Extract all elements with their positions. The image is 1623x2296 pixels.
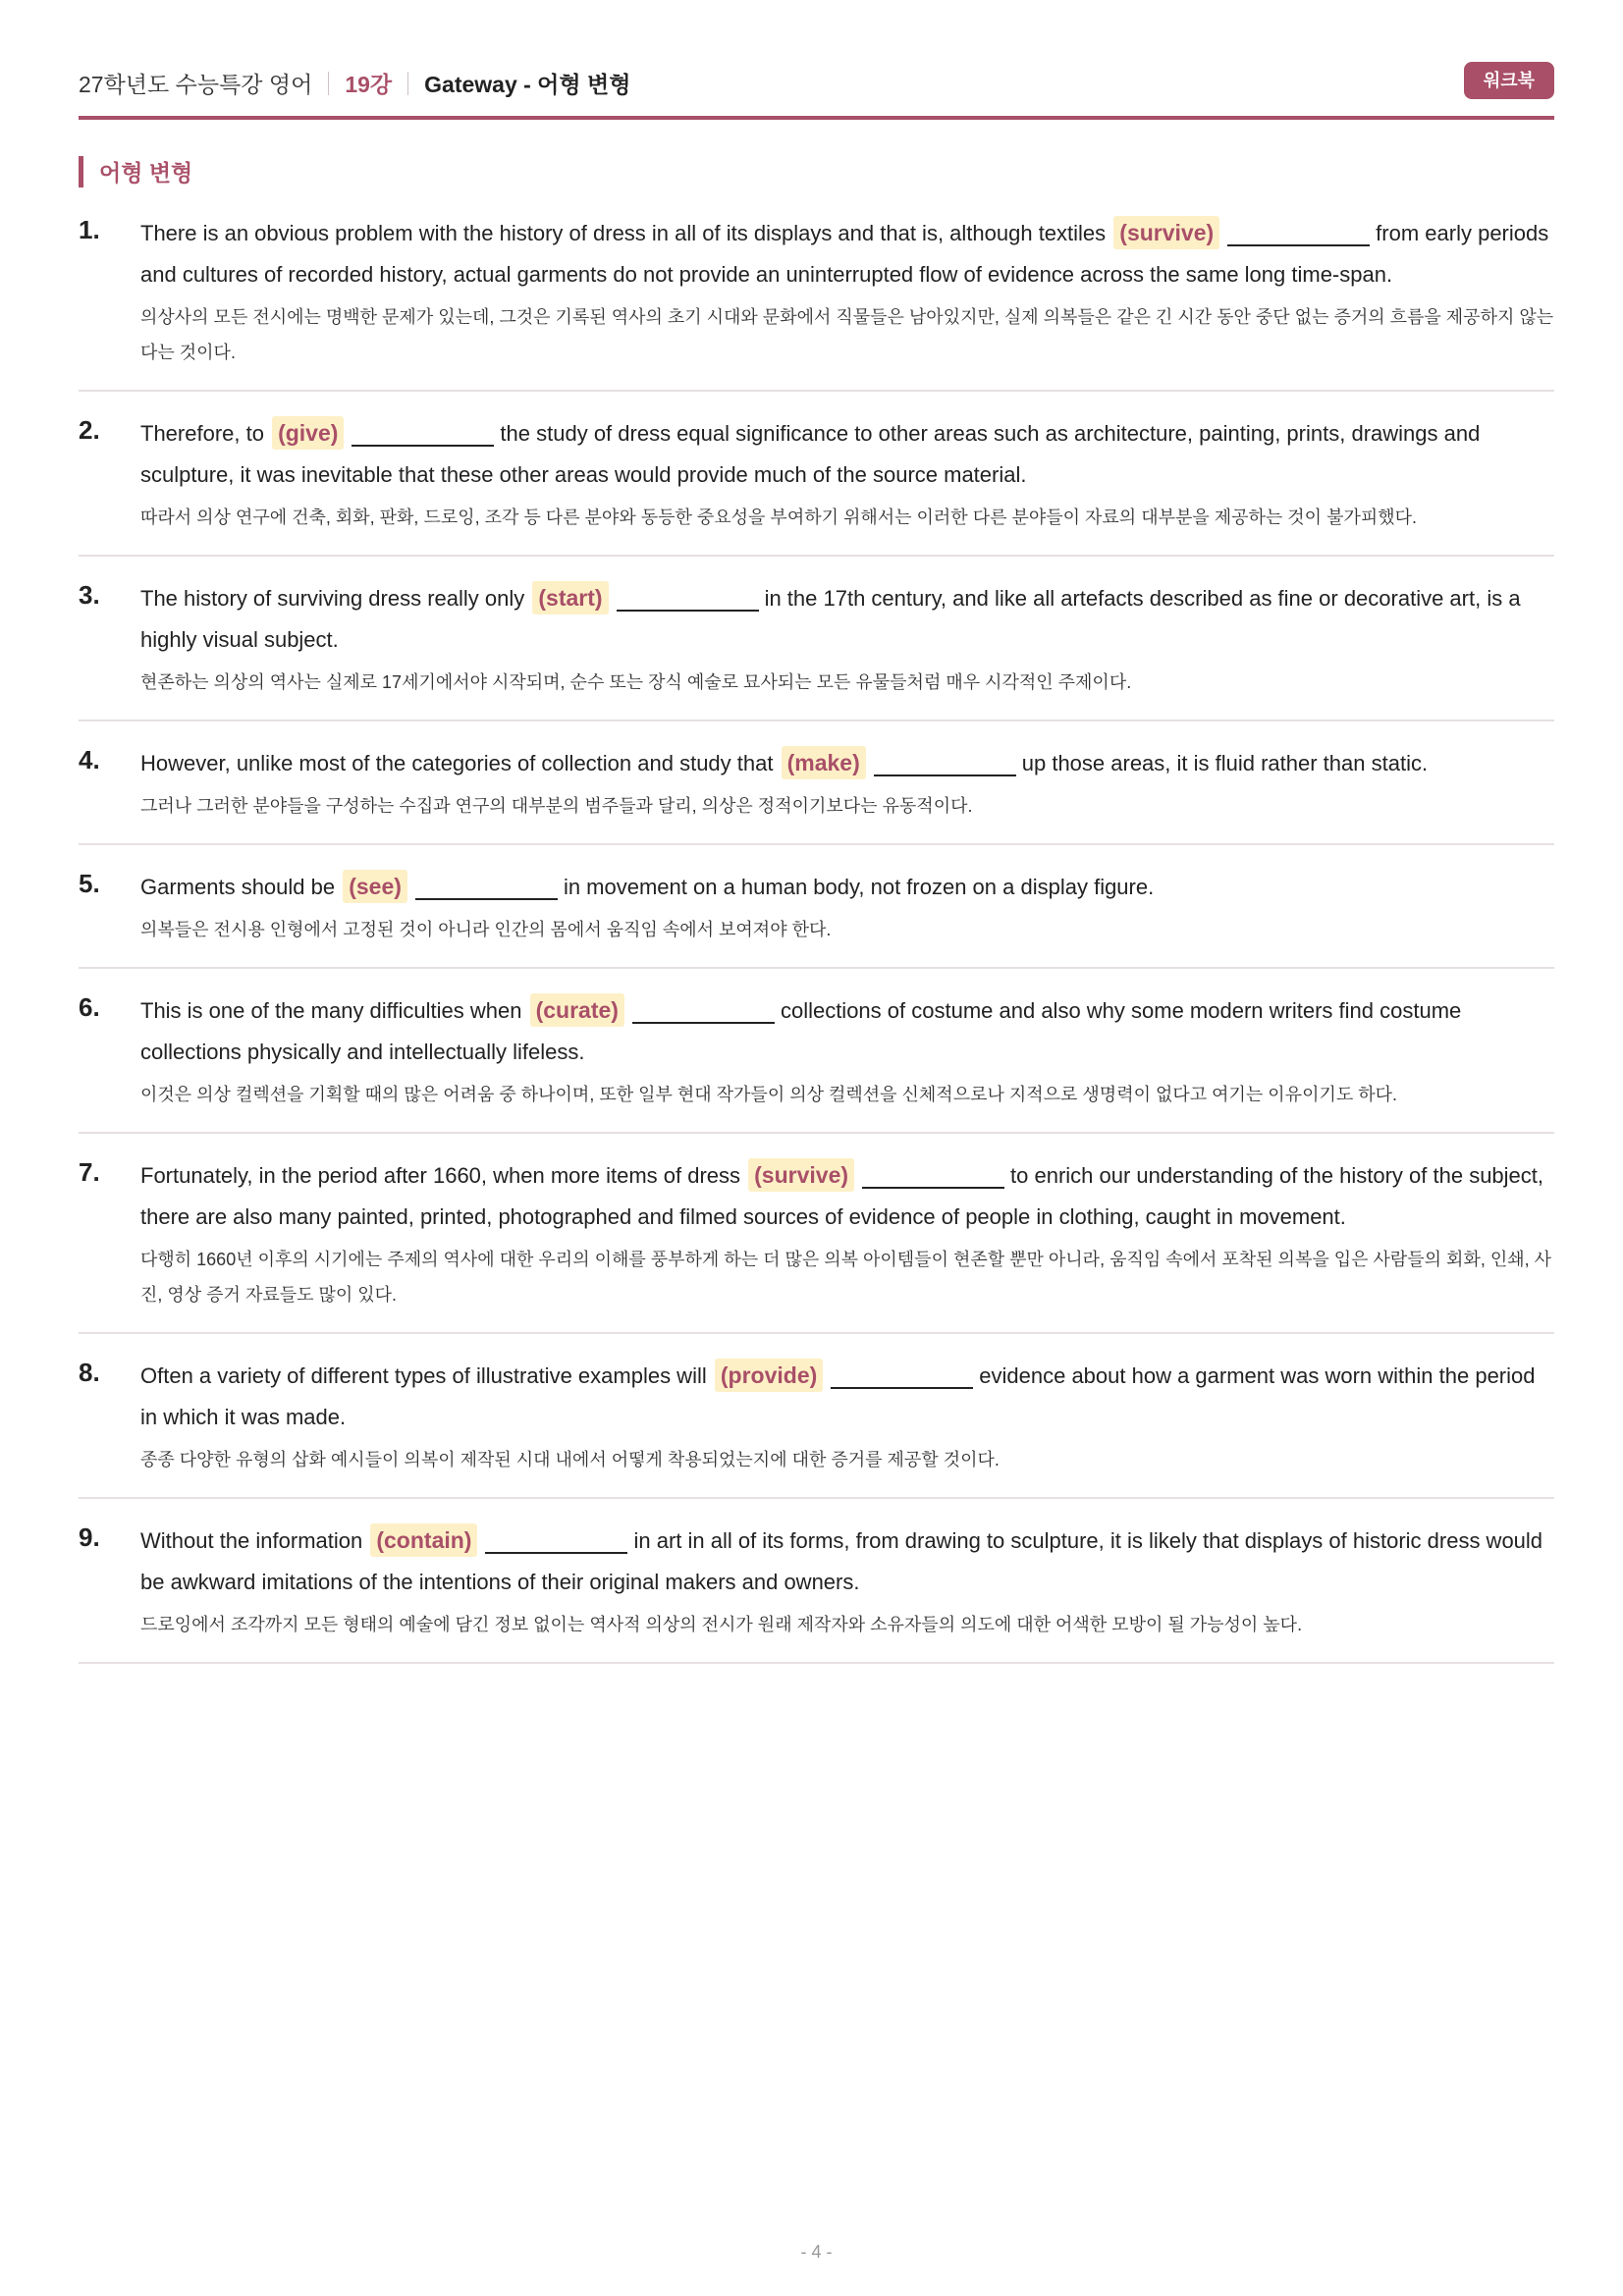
korean-translation: 다행히 1660년 이후의 시기에는 주제의 역사에 대한 우리의 이해를 풍부하게 하는 더 많은 의복 아이템들이 현존할 뿐만 아니라, 움직임 속에서 포착된 의복을 입은 사람들의 회화, 인쇄, 사진, 영상 증거 자료들도 많이 있다. [140, 1250, 1551, 1305]
section-title: 어형 변형 [99, 160, 193, 186]
verb-hint: (survive) [748, 1158, 854, 1192]
page-header [79, 61, 1554, 110]
verb-hint: (curate) [530, 993, 624, 1027]
answer-blank[interactable] [874, 747, 1016, 776]
workbook-badge: 워크북 [1464, 62, 1554, 99]
verb-hint: (provide) [715, 1359, 823, 1392]
verb-hint: (make) [782, 746, 866, 779]
question-list [79, 201, 1554, 1674]
sentence-after: to enrich our understanding of the history of the subject, there are also many painted, printed, photographed and filmed sources of evidence of people in clothing, caught in movement. [140, 1163, 1544, 1229]
question-number: 5. [79, 869, 100, 898]
sentence-after: from early periods and cultures of recorded history, actual garments do not provide an uninterrupted flow of evidence across the same long time-span. [140, 221, 1549, 287]
answer-blank[interactable] [352, 417, 494, 447]
answer-blank[interactable] [831, 1360, 973, 1389]
english-sentence [140, 743, 1554, 784]
question-body [140, 1155, 1554, 1312]
question-number: 2. [79, 415, 100, 445]
english-sentence [140, 867, 1554, 908]
korean-translation: 그러나 그러한 분야들을 구성하는 수집과 연구의 대부분의 범주들과 달리, 의상은 정적이기보다는 유동적이다. [140, 796, 973, 816]
question-body [140, 743, 1554, 824]
sentence-after: up those areas, it is fluid rather than static. [1021, 751, 1429, 775]
korean-translation: 현존하는 의상의 역사는 실제로 17세기에서야 시작되며, 순수 또는 장식 예술로 묘사되는 모든 유물들처럼 매우 시각적인 주제이다. [140, 672, 1132, 692]
workbook-page [79, 0, 1554, 2296]
question-item [79, 731, 1554, 845]
question-body [140, 867, 1554, 947]
sentence-after: the study of dress equal significance to other areas such as architecture, painting, prints, drawings and sculpture, it was inevitable that these other areas would provide much of the source material. [140, 421, 1481, 487]
korean-translation: 따라서 의상 연구에 건축, 회화, 판화, 드로잉, 조각 등 다른 분야와 동등한 중요성을 부여하기 위해서는 이러한 다른 분야들이 자료의 대부분을 제공하는 것이 불가피했다. [140, 507, 1418, 527]
question-item [79, 1344, 1554, 1499]
answer-blank[interactable] [1227, 217, 1370, 246]
book-title: 27학년도 수능특강 영어 [79, 72, 313, 97]
english-sentence [140, 578, 1554, 661]
header-breadcrumb [79, 67, 630, 99]
sentence-after: in the 17th century, and like all artefacts described as fine or decorative art, is a highly visual subject. [140, 586, 1521, 652]
korean-translation: 드로잉에서 조각까지 모든 형태의 예술에 담긴 정보 없이는 역사적 의상의 전시가 원래 제작자와 소유자들의 의도에 대한 어색한 모방이 될 가능성이 높다. [140, 1615, 1303, 1634]
question-body [140, 990, 1554, 1112]
question-body [140, 1356, 1554, 1477]
lesson-topic: Gateway - 어형 변형 [424, 72, 631, 97]
korean-translation: 이것은 의상 컬렉션을 기획할 때의 많은 어려움 중 하나이며, 또한 일부 현대 작가들이 의상 컬렉션을 신체적으로나 지적으로 생명력이 없다고 여기는 이유이기도 하다. [140, 1085, 1398, 1104]
question-number: 9. [79, 1522, 100, 1552]
question-number: 8. [79, 1358, 100, 1387]
question-number: 1. [79, 215, 100, 244]
answer-blank[interactable] [415, 871, 558, 900]
page-number: - 4 - [800, 2242, 833, 2262]
answer-blank[interactable] [862, 1159, 1004, 1189]
question-number: 7. [79, 1157, 100, 1187]
question-item [79, 855, 1554, 969]
question-number: 4. [79, 745, 100, 774]
header-divider [407, 72, 408, 95]
question-body [140, 578, 1554, 700]
sentence-after: collections of costume and also why some modern writers find costume collections physically and intellectually lifeless. [140, 998, 1462, 1064]
question-number: 3. [79, 580, 100, 610]
question-item [79, 1509, 1554, 1664]
sentence-after: evidence about how a garment was worn within the period in which it was made. [140, 1363, 1536, 1429]
verb-hint: (give) [272, 416, 344, 450]
question-item [79, 1144, 1554, 1334]
english-sentence [140, 1521, 1554, 1603]
question-item [79, 979, 1554, 1134]
sentence-before: Without the information [140, 1528, 363, 1553]
question-body [140, 213, 1554, 370]
section-accent-bar [79, 156, 83, 187]
question-body [140, 1521, 1554, 1642]
sentence-before: There is an obvious problem with the history of dress in all of its displays and that is, although textiles [140, 221, 1107, 245]
korean-translation: 종종 다양한 유형의 삽화 예시들이 의복이 제작된 시대 내에서 어떻게 착용되었는지에 대한 증거를 제공할 것이다. [140, 1450, 1000, 1469]
sentence-before: Often a variety of different types of illustrative examples will [140, 1363, 707, 1388]
sentence-before: The history of surviving dress really only [140, 586, 525, 611]
lesson-number: 19강 [345, 72, 393, 97]
sentence-before: Therefore, to [140, 421, 264, 446]
verb-hint: (start) [532, 581, 608, 614]
sentence-after: in movement on a human body, not frozen on a display figure. [563, 875, 1155, 899]
verb-hint: (survive) [1113, 216, 1219, 249]
header-rule [79, 116, 1554, 120]
answer-blank[interactable] [617, 582, 759, 612]
question-body [140, 413, 1554, 535]
sentence-before: Garments should be [140, 875, 336, 899]
sentence-after: in art in all of its forms, from drawing to sculpture, it is likely that displays of historic dress would be awkward imitations of the intentions of their original makers and owners. [140, 1528, 1543, 1594]
section-heading [79, 155, 192, 187]
english-sentence [140, 990, 1554, 1073]
question-item [79, 201, 1554, 392]
question-number: 6. [79, 992, 100, 1022]
answer-blank[interactable] [632, 994, 775, 1024]
sentence-before: However, unlike most of the categories of collection and study that [140, 751, 774, 775]
english-sentence [140, 413, 1554, 496]
english-sentence [140, 1155, 1554, 1238]
korean-translation: 의상사의 모든 전시에는 명백한 문제가 있는데, 그것은 기록된 역사의 초기 시대와 문화에서 직물들은 남아있지만, 실제 의복들은 같은 긴 시간 동안 중단 없는 증거의 흐름을 제공하지 않는다는 것이다. [140, 307, 1554, 362]
korean-translation: 의복들은 전시용 인형에서 고정된 것이 아니라 인간의 몸에서 움직임 속에서 보여져야 한다. [140, 920, 832, 939]
question-item [79, 566, 1554, 721]
sentence-before: This is one of the many difficulties when [140, 998, 522, 1023]
sentence-before: Fortunately, in the period after 1660, when more items of dress [140, 1163, 741, 1188]
header-divider [328, 72, 329, 95]
answer-blank[interactable] [485, 1524, 627, 1554]
verb-hint: (contain) [370, 1523, 477, 1557]
question-item [79, 401, 1554, 557]
english-sentence [140, 213, 1554, 295]
verb-hint: (see) [343, 870, 407, 903]
english-sentence [140, 1356, 1554, 1438]
